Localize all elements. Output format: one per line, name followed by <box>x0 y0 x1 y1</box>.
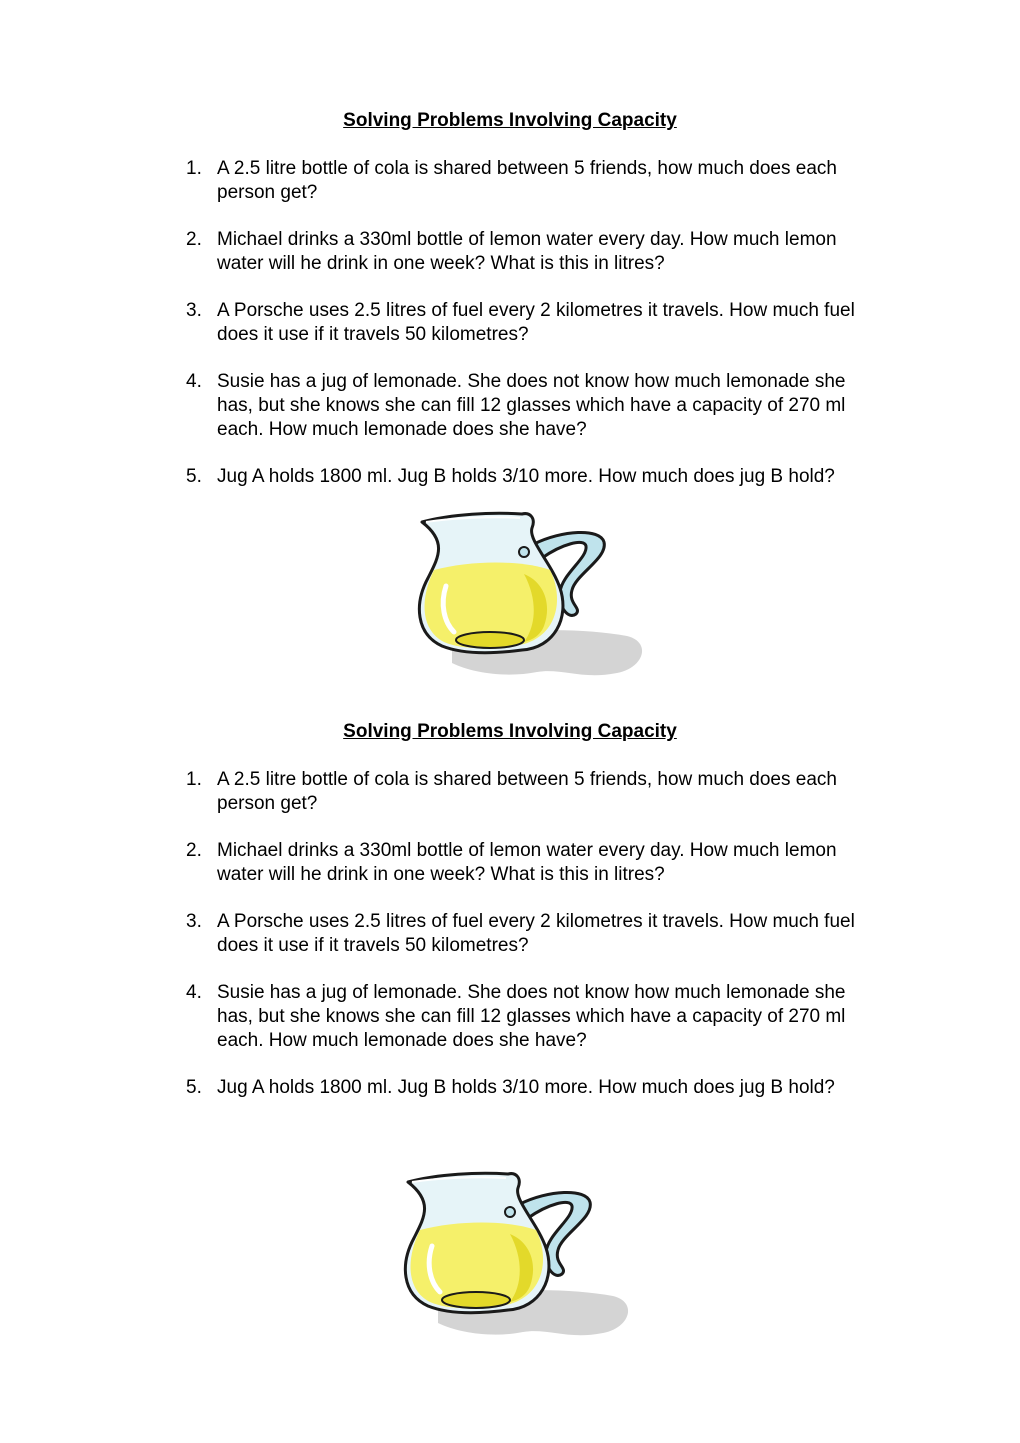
lemonade-jug-icon <box>412 508 652 684</box>
worksheet-title: Solving Problems Involving Capacity <box>343 110 677 131</box>
question-text: A Porsche uses 2.5 litres of fuel every 2 kilometres it travels. How much fuel does it use if it travels 50 kilometres? <box>217 300 855 345</box>
question-number: 4. <box>186 371 202 392</box>
question-number: 1. <box>186 158 202 179</box>
question-text: Jug A holds 1800 ml. Jug B holds 3/10 more. How much does jug B hold? <box>217 1077 835 1098</box>
question-text: Jug A holds 1800 ml. Jug B holds 3/10 more. How much does jug B hold? <box>217 466 835 487</box>
question-number: 3. <box>186 300 202 321</box>
question-number: 1. <box>186 769 202 790</box>
question-text: Susie has a jug of lemonade. She does not know how much lemonade she has, but she knows she can fill 12 glasses which have a capacity of 270 ml each. How much lemonade does she have? <box>217 982 846 1051</box>
question-number: 2. <box>186 840 202 861</box>
worksheet-title: Solving Problems Involving Capacity <box>343 721 677 742</box>
question-number: 5. <box>186 1077 202 1098</box>
question-number: 5. <box>186 466 202 487</box>
question-number: 4. <box>186 982 202 1003</box>
question-number: 3. <box>186 911 202 932</box>
lemonade-jug-icon <box>398 1168 638 1344</box>
question-text: A 2.5 litre bottle of cola is shared between 5 friends, how much does each person get? <box>217 769 837 814</box>
question-text: Michael drinks a 330ml bottle of lemon water every day. How much lemon water will he drink in one week? What is this in litres? <box>217 840 837 885</box>
question-text: Susie has a jug of lemonade. She does not know how much lemonade she has, but she knows she can fill 12 glasses which have a capacity of 270 ml each. How much lemonade does she have? <box>217 371 846 440</box>
question-text: Michael drinks a 330ml bottle of lemon water every day. How much lemon water will he drink in one week? What is this in litres? <box>217 229 837 274</box>
question-number: 2. <box>186 229 202 250</box>
question-text: A Porsche uses 2.5 litres of fuel every 2 kilometres it travels. How much fuel does it use if it travels 50 kilometres? <box>217 911 855 956</box>
question-text: A 2.5 litre bottle of cola is shared between 5 friends, how much does each person get? <box>217 158 837 203</box>
